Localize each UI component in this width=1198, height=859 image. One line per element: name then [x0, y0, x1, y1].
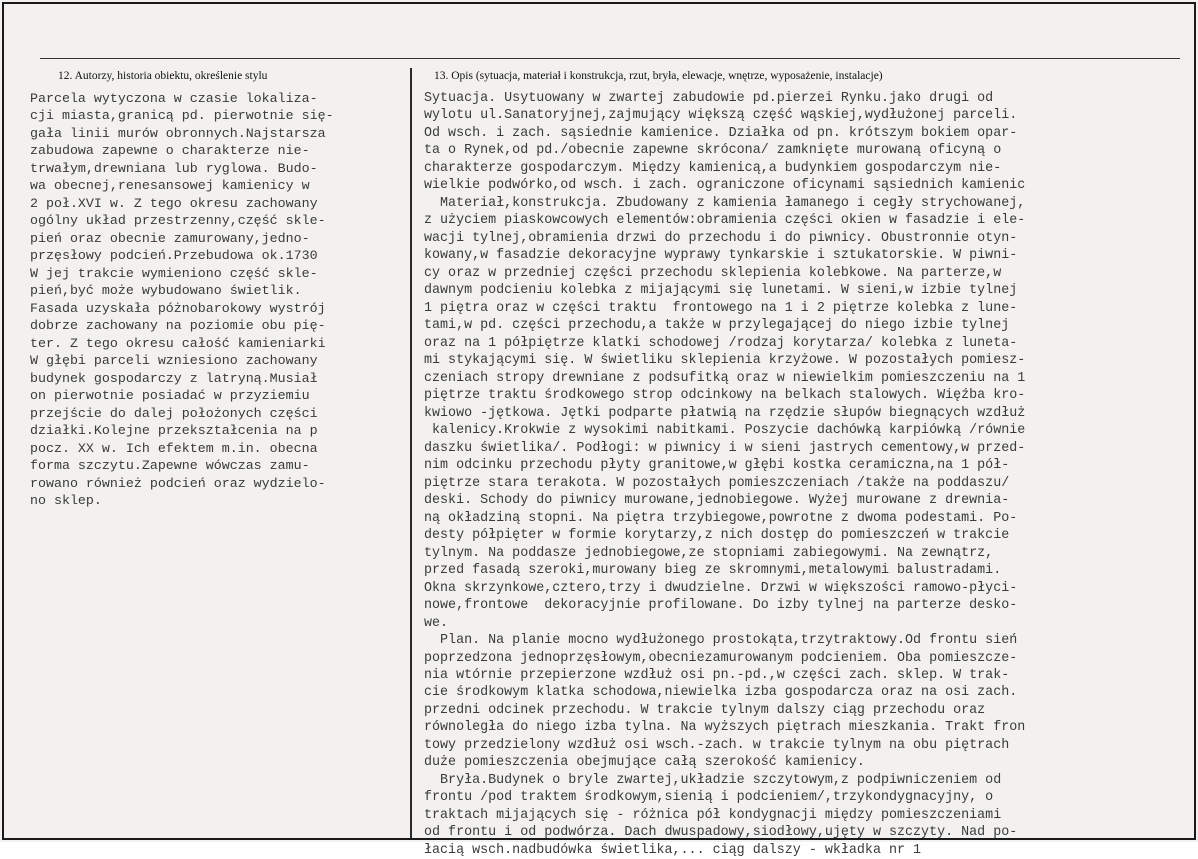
text-line: gała linii murów obronnych.Najstarsza — [30, 125, 326, 141]
text-line: forma szczytu.Zapewne wówczas zamu- — [30, 458, 310, 474]
text-line: mi stykającymi się. W świetliku sklepienia krzyżowe. W pozostałych pomiesz- — [424, 353, 1026, 369]
text-line: Parcela wytyczona w czasie lokaliza- — [30, 91, 318, 106]
text-line: przejście do dalej położonych części — [30, 405, 318, 421]
text-line: nia wtórnie przepierzone wzdłuż osi pn.-pd.,w części zach. sklep. W trak- — [424, 667, 1010, 683]
text-line: pocz. XX w. Ich efektem m.in. obecna — [30, 440, 318, 456]
text-line: W jej trakcie wymieniono część skle- — [30, 265, 318, 281]
section-12-heading: 12. Autorzy, historia obiektu, określenie stylu — [58, 70, 268, 82]
text-line: piętrze traktu środkowego strop odcinkowy na belkach stalowych. Więźba kro- — [424, 388, 1026, 404]
text-line: W głębi parceli wzniesiono zachowany — [30, 353, 318, 369]
text-line: tylnym. Na poddasze jednobiegowe,ze stopniami zabiegowymi. Na zewnątrz, — [424, 545, 994, 561]
text-line: deski. Schody do piwnicy murowane,jednobiegowe. Wyżej murowane z drewnia- — [424, 493, 1010, 509]
text-line: łacią wsch.nadbudówka świetlika,... ciąg dalszy - wkładka nr 1 — [424, 842, 922, 858]
text-line: Fasada uzyskała póżnobarokowy wystrój — [30, 300, 326, 316]
text-line: oraz na 1 półpiętrze klatki schodowej /rodzaj korytarza/ kolebka z luneta- — [424, 335, 1018, 351]
text-line: budynek gospodarczy z latryną.Musiał — [30, 370, 318, 386]
text-line: kwiowo -jętkowa. Jętki podparte płatwią na rzędzie słupów biegnących wzdłuż — [424, 405, 1026, 421]
text-line: przed fasadą szeroki,murowany bieg ze skromnymi,metalowymi balustradami. — [424, 563, 1002, 579]
text-line: pień,być może wybudowano świetlik. — [30, 283, 302, 299]
text-line: Plan. Na planie mocno wydłużonego prostokąta,trzytraktowy.Od frontu sień — [424, 633, 1018, 649]
text-line: ta o Rynek,od pd./obecnie zapewne skrócona/ zamknięte murowaną oficyną o — [424, 143, 1002, 159]
section-13-heading: 13. Opis (sytuacja, materiał i konstrukcja, rzut, bryła, elewacje, wnętrze, wyposażenie, instalacje) — [434, 70, 883, 82]
column-divider — [410, 68, 412, 838]
text-line: z użyciem piaskowcowych elementów:obramienia części okien w fasadzie i ele- — [424, 213, 1026, 229]
text-line: 1 piętra oraz w części traktu frontowego na 1 i 2 piętrze kolebka z lune- — [424, 300, 1018, 316]
text-line: kowany,w fasadzie dekoracyjne wyprawy tynkarskie i sztukatorskie. W piwni- — [424, 248, 1018, 264]
text-line: od frontu i od podwórza. Dach dwuspadowy,siodłowy,ujęty w szczyty. Nad po- — [424, 825, 1018, 841]
text-line: cie środkowym klatka schodowa,niewielka izba gospodarcza oraz na osi zach. — [424, 685, 1018, 701]
text-line: dawnym podcieniu kolebka z mijającymi się lunetami. W sieni,w izbie tylnej — [424, 283, 1018, 299]
text-line: frontu /pod traktem środkowym,sienią i podcieniem/,trzykondygnacyjny, o — [424, 790, 994, 806]
text-line: on pierwotnie posiadać w przyziemiu — [30, 388, 310, 404]
text-line: nim odcinku przechodu płyty granitowe,w głębi kostka ceramiczna,na 1 pół- — [424, 458, 1010, 474]
form-top-rule — [40, 58, 1180, 59]
text-line: Materiał,konstrukcja. Zbudowany z kamienia łamanego i cegły strychowanej, — [424, 195, 1026, 211]
text-line: wa obecnej,renesansowej kamienicy w — [30, 178, 310, 194]
text-line: ter. Z tego okresu całość kamieniarki — [30, 335, 326, 351]
text-line: przęsłowy podcień.Przebudowa ok.1730 — [30, 248, 318, 264]
text-line: pień oraz obecnie zamurowany,jedno- — [30, 230, 310, 246]
text-line: charakterze gospodarczym. Między kamienicą,a budynkiem gospodarczym nie- — [424, 160, 1002, 176]
text-line: cy oraz w przedniej części przechodu sklepienia kolebkowe. Na parterze,w — [424, 265, 1002, 281]
text-line: desty półpięter w formie korytarzy,z nich dostęp do pomieszczeń w trakcie — [424, 528, 1010, 544]
text-line: wielkie podwórko,od wsch. i zach. ograniczone oficynami sąsiednich kamienic — [424, 178, 1026, 194]
text-line: nowe,frontowe dekoracyjnie profilowane. Do izby tylnej na parterze desko- — [424, 598, 1018, 614]
text-line: przedni odcinek przechodu. W trakcie tylnym dalszy ciąg przechodu oraz — [424, 702, 986, 718]
text-line: Od wsch. i zach. sąsiednie kamienice. Działka od pn. krótszym bokiem opar- — [424, 125, 1018, 141]
text-line: daszku świetlika/. Podłogi: w piwnicy i w sieni jastrych cementowy,w przed- — [424, 440, 1026, 456]
text-line: tami,w pd. części przechodu,a także w przylegającej do niego izbie tylnej — [424, 318, 1010, 334]
text-line: Sytuacja. Usytuowany w zwartej zabudowie pd.pierzei Rynku.jako drugi od — [424, 91, 994, 106]
text-line: trwałym,drewniana lub ryglowa. Budo- — [30, 160, 318, 176]
text-line: rowano również podcień oraz wydzielo- — [30, 475, 326, 491]
text-line: zabudowa zapewne o charakterze nie- — [30, 143, 310, 159]
text-line: wylotu ul.Sanatoryjnej,zajmujący większą część wąskiej,wydłużonej parceli. — [424, 108, 1018, 124]
text-line: Bryła.Budynek o bryle zwartej,układzie szczytowym,z podpiwniczeniem od — [424, 772, 1002, 788]
text-line: poprzedzona jednoprzęsłowym,obecniezamurowanym podcieniem. Oba pomieszcze- — [424, 650, 1018, 666]
text-line: ogólny układ przestrzenny,część skle- — [30, 213, 326, 229]
text-line: traktach mijających się - różnica pół kondygnacji między pomieszczeniami — [424, 807, 1002, 823]
text-line: działki.Kolejne przekształcenia na p — [30, 423, 318, 439]
text-line: we. — [424, 615, 449, 631]
text-line: czeniach stropy drewniane z podsufitką oraz w niewielkim pomieszczeniu na 1 — [424, 370, 1026, 386]
text-line: towy przedzielony wzdłuż osi wsch.-zach. w trakcie tylnym na obu piętrach — [424, 737, 1010, 753]
text-line: równoległa do niego izba tylna. Na wyższych piętrach mieszkania. Trakt fron — [424, 720, 1026, 736]
text-line: cji miasta,granicą pd. pierwotnie się- — [30, 108, 334, 124]
history-typewritten-text — [30, 90, 406, 510]
text-line: kalenicy.Krokwie z wysokimi nabitkami. Poszycie dachówką karpiówką /równie — [424, 423, 1026, 439]
text-line: duże pomieszczenia obejmujące całą szerokość kamienicy. — [424, 755, 865, 771]
text-line: ną okładziną stopni. Na piętra trzybiegowe,powrotne z dwoma podestami. Po- — [424, 510, 1018, 526]
text-line: piętrze stara terakota. W pozostałych pomieszczeniach /także na poddaszu/ — [424, 475, 1010, 491]
text-line: dobrze zachowany na poziomie obu pię- — [30, 318, 326, 334]
text-line: 2 poł.XVI w. Z tego okresu zachowany — [30, 195, 318, 211]
text-line: wacji tylnej,obramienia drzwi do przechodu i do piwnicy. Obustronnie otyn- — [424, 230, 1018, 246]
text-line: no sklep. — [30, 493, 102, 509]
description-typewritten-text — [424, 90, 1194, 859]
text-line: Okna skrzynkowe,cztero,trzy i dwudzielne. Drzwi w większości ramowo-płyci- — [424, 580, 1018, 596]
